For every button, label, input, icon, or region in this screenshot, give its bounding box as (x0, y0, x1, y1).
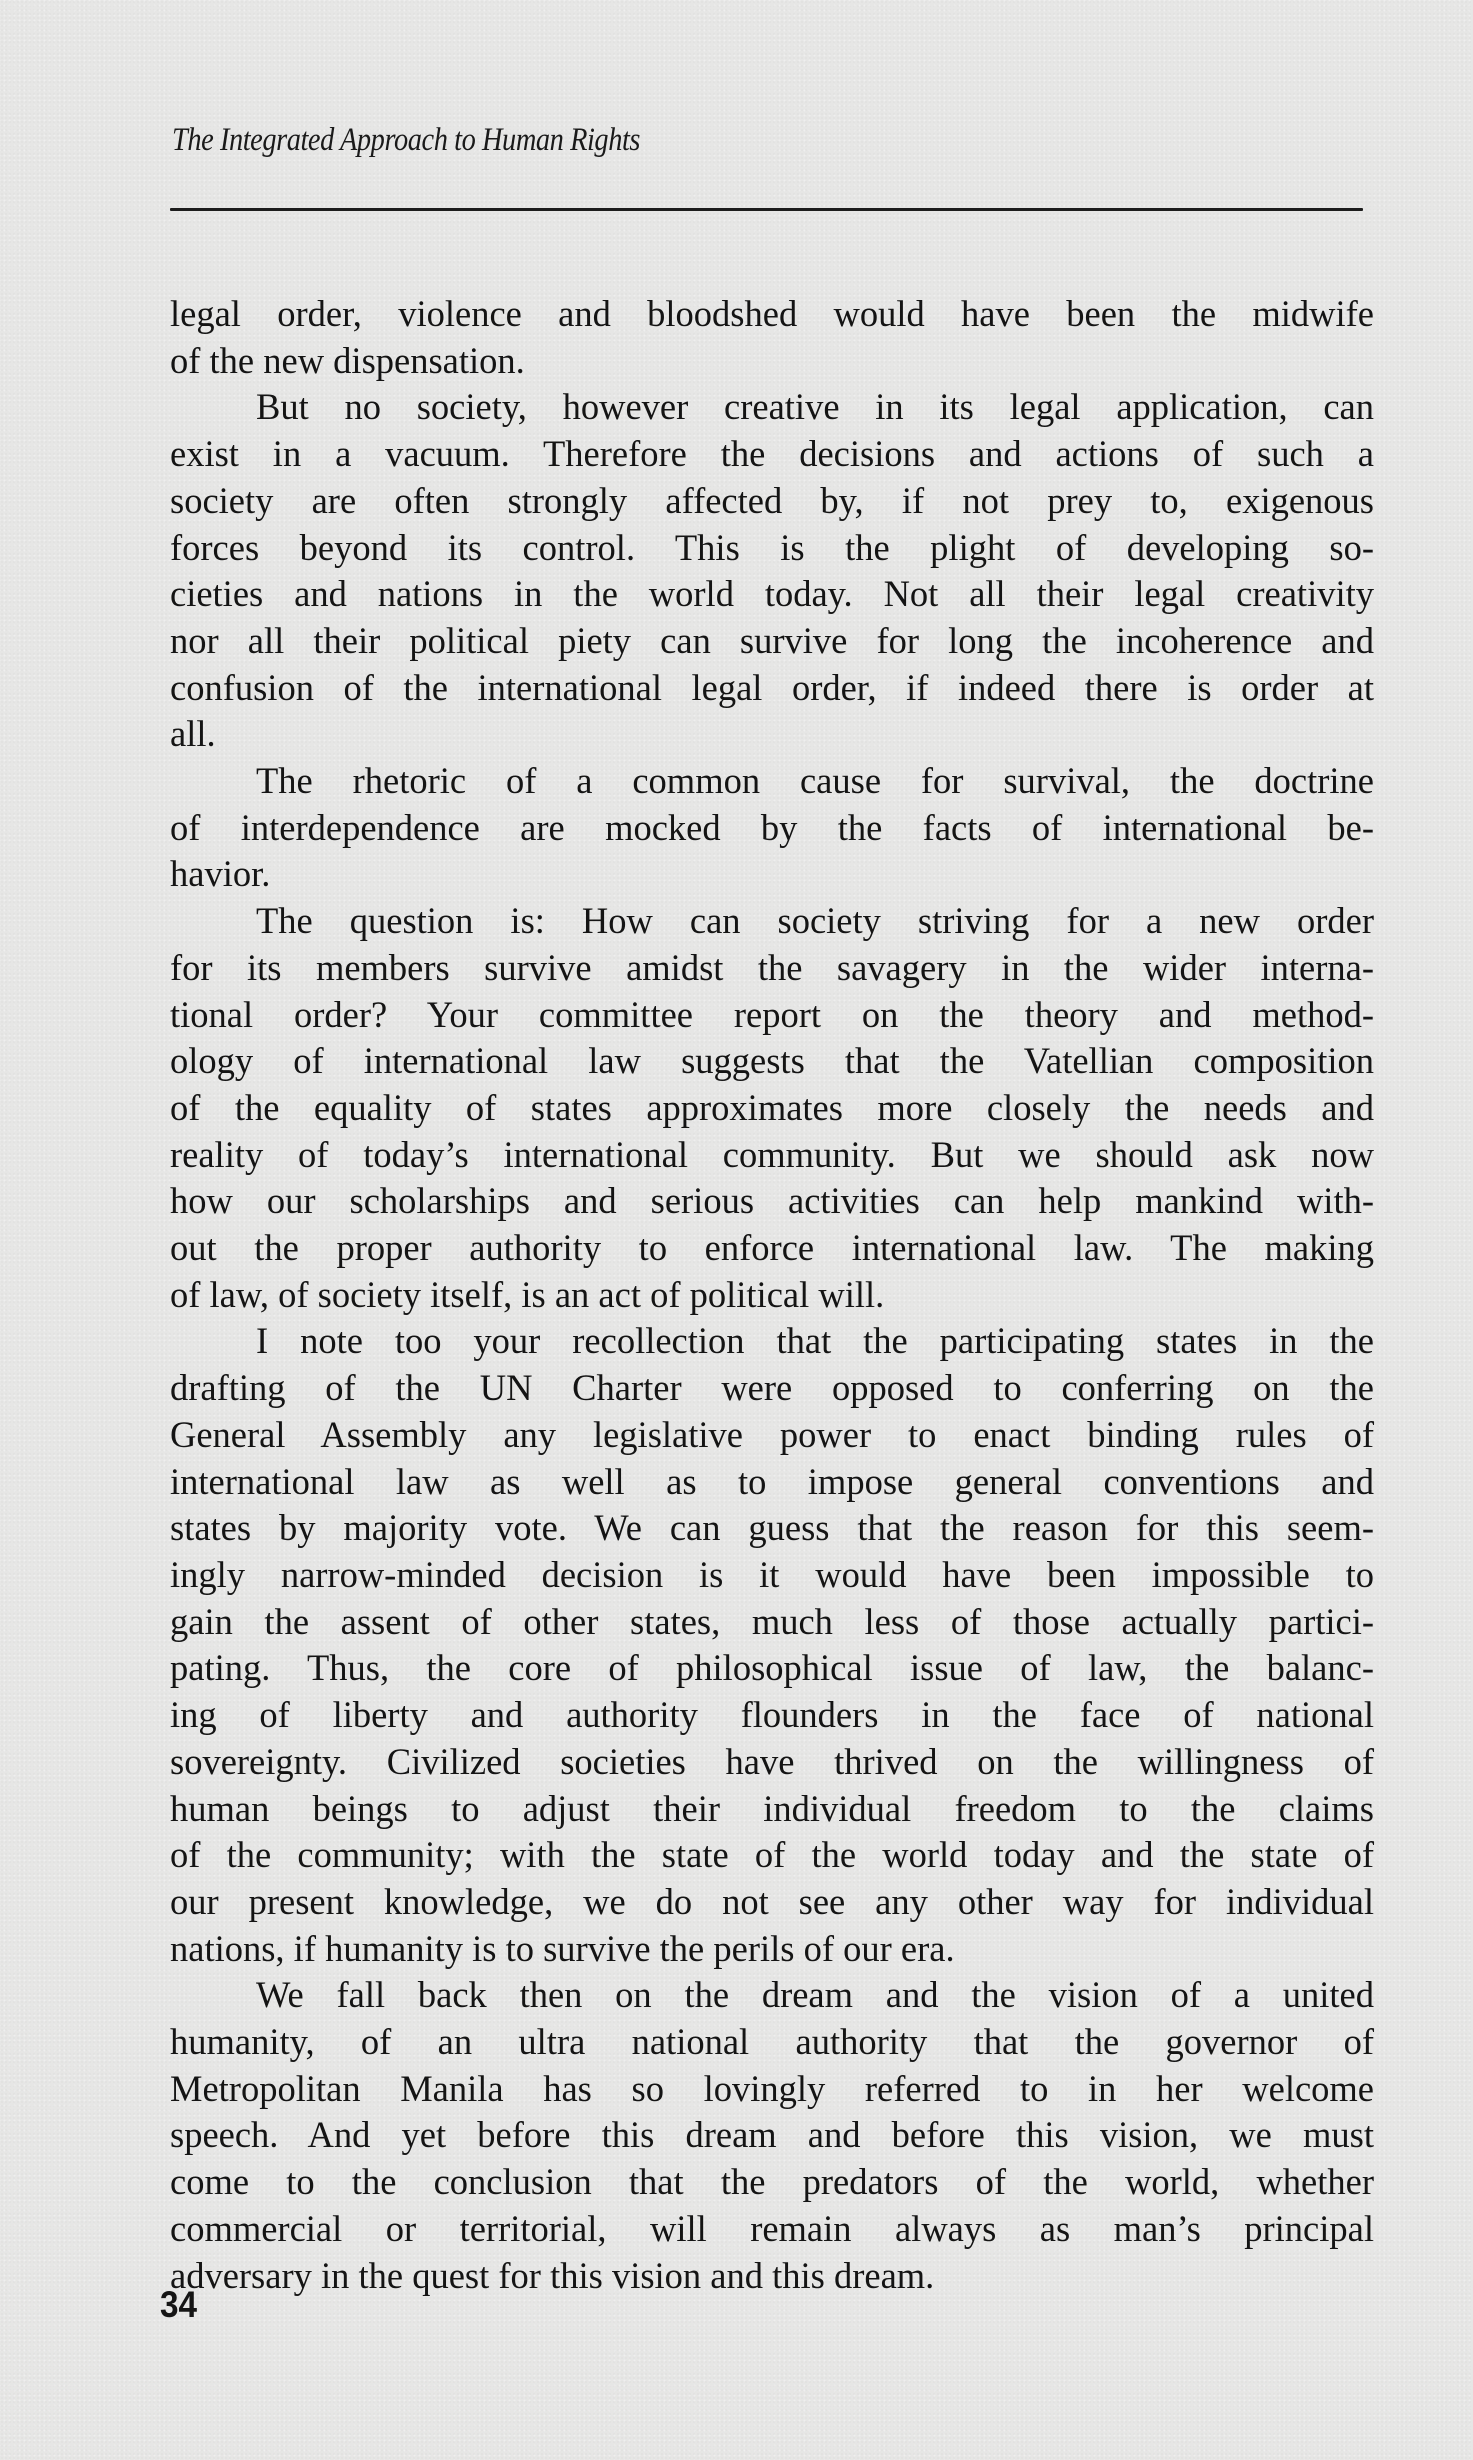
text-line: forces beyond its control. This is the plight of developing so- (170, 526, 1374, 568)
text-line: General Assembly any legislative power to enact binding rules of (170, 1413, 1374, 1455)
paragraph (170, 291, 1374, 384)
text-line: cieties and nations in the world today. Not all their legal creativity (170, 573, 1374, 615)
text-line: of the equality of states approximates more closely the needs and (170, 1086, 1374, 1128)
text-line: ing of liberty and authority flounders in the face of national (170, 1694, 1374, 1736)
body-text (170, 291, 1374, 2299)
text-line: We fall back then on the dream and the vision of a united (256, 1974, 1374, 2016)
text-line: nations, if humanity is to survive the perils of our era. (170, 1927, 955, 1969)
text-line: ingly narrow-minded decision is it would have been impossible to (170, 1553, 1374, 1595)
text-line: The question is: How can society striving for a new order (256, 900, 1374, 942)
running-head: The Integrated Approach to Human Rights (172, 122, 641, 158)
text-line: come to the conclusion that the predators of the world, whether (170, 2161, 1374, 2203)
text-line: gain the assent of other states, much less of those actually partici- (170, 1600, 1374, 1642)
text-line: for its members survive amidst the savagery in the wider interna- (170, 946, 1374, 988)
paragraph (170, 1972, 1374, 2299)
text-line: international law as well as to impose general conventions and (170, 1460, 1374, 1502)
paragraph (170, 1318, 1374, 1972)
text-line: adversary in the quest for this vision and this dream. (170, 2254, 935, 2296)
text-line: tional order? Your committee report on the theory and method- (170, 993, 1374, 1035)
text-line: human beings to adjust their individual freedom to the claims (170, 1787, 1374, 1829)
text-line: of the community; with the state of the world today and the state of (170, 1834, 1374, 1876)
text-line: sovereignty. Civilized societies have thrived on the willingness of (170, 1740, 1374, 1782)
text-line: nor all their political piety can survive for long the incoherence and (170, 619, 1374, 661)
text-line: I note too your recollection that the participating states in the (256, 1320, 1374, 1362)
text-line: exist in a vacuum. Therefore the decisions and actions of such a (170, 433, 1374, 475)
header-rule-divider (170, 208, 1363, 211)
text-line: states by majority vote. We can guess that the reason for this seem- (170, 1507, 1374, 1549)
paragraph (170, 758, 1374, 898)
text-line: society are often strongly affected by, if not prey to, exigenous (170, 479, 1374, 521)
text-line: pating. Thus, the core of philosophical issue of law, the balanc- (170, 1647, 1374, 1689)
text-line: havior. (170, 853, 271, 895)
text-line: speech. And yet before this dream and before this vision, we must (170, 2114, 1374, 2156)
text-line: all. (170, 713, 216, 755)
text-line: reality of today’s international community. But we should ask now (170, 1133, 1374, 1175)
text-line: The rhetoric of a common cause for survival, the doctrine (256, 760, 1374, 802)
text-line: But no society, however creative in its legal application, can (256, 386, 1374, 428)
text-line: commercial or territorial, will remain always as man’s principal (170, 2207, 1374, 2249)
paragraph (170, 384, 1374, 758)
text-line: legal order, violence and bloodshed would have been the midwife (170, 293, 1374, 334)
text-line: of law, of society itself, is an act of political will. (170, 1273, 885, 1315)
text-line: out the proper authority to enforce international law. The making (170, 1227, 1374, 1269)
text-line: of the new dispensation. (170, 339, 525, 381)
text-line: drafting of the UN Charter were opposed to conferring on the (170, 1367, 1374, 1409)
text-line: our present knowledge, we do not see any other way for individual (170, 1880, 1374, 1922)
text-line: Metropolitan Manila has so lovingly referred to in her welcome (170, 2067, 1374, 2109)
text-line: confusion of the international legal order, if indeed there is order at (170, 666, 1374, 708)
text-line: ology of international law suggests that the Vatellian composition (170, 1040, 1374, 1082)
text-line: how our scholarships and serious activities can help mankind with- (170, 1180, 1374, 1222)
text-line: of interdependence are mocked by the facts of international be- (170, 806, 1374, 848)
page-number: 34 (160, 2284, 198, 2325)
paragraph (170, 898, 1374, 1318)
text-line: humanity, of an ultra national authority that the governor of (170, 2021, 1374, 2063)
